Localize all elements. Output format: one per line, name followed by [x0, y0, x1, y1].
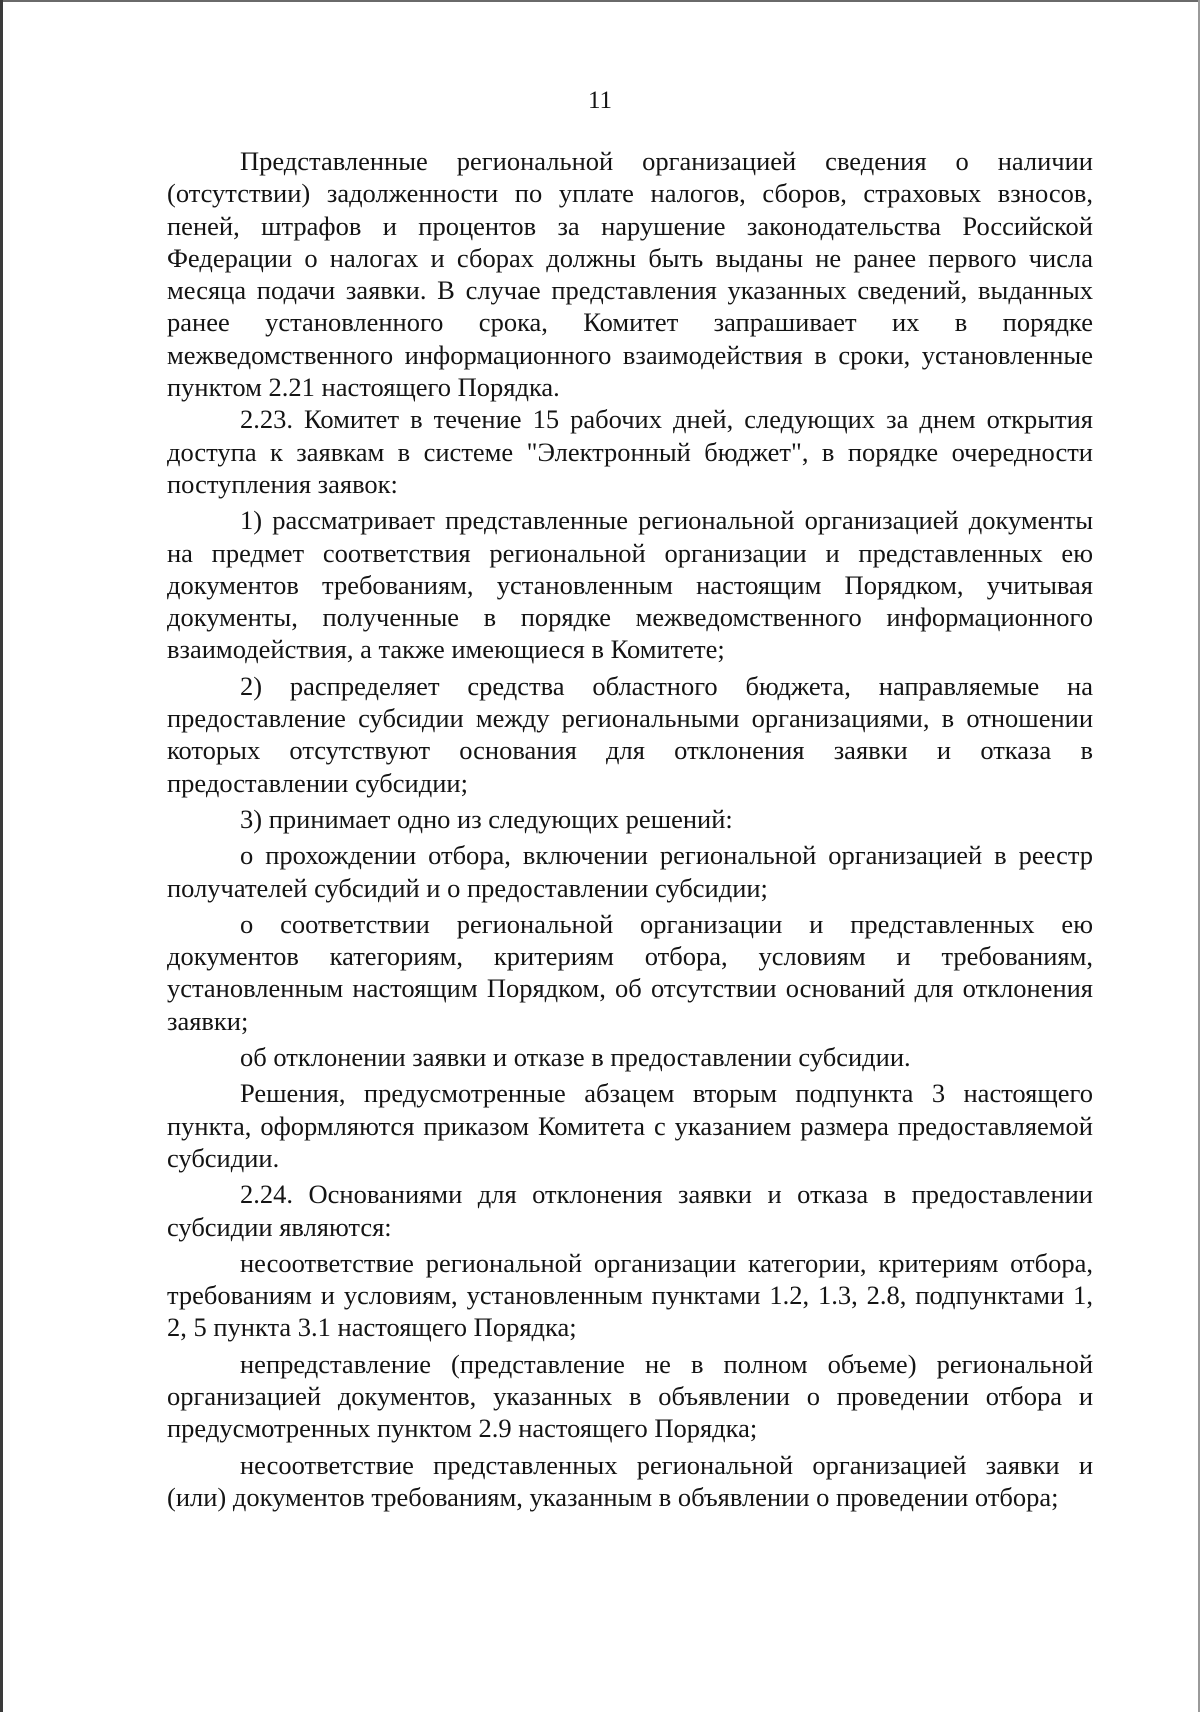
paragraph-decisions-order: Решения, предусмотренные абзацем вторым подпункта 3 настоящего пункта, оформляются приказом Комитета с указанием размера предоставляемой субсидии. — [167, 1078, 1093, 1173]
paragraph-2-23-item-1: 1) рассматривает представленные региональной организацией документы на предмет соответствия региональной организации и представленных ею документов требованиям, установленным настоящим Порядком, учитывая документы, полученные в порядке межведомственного информационного взаимодействия, а также имеющиеся в Комитете; — [167, 505, 1093, 665]
paragraph-2-23-item-3: 3) принимает одно из следующих решений: — [240, 803, 733, 834]
paragraph-decision-reject: об отклонении заявки и отказе в предоставлении субсидии. — [240, 1042, 911, 1073]
paragraph-ground-missing-docs: непредставление (представление не в полном объеме) региональной организацией документов, указанных в объявлении о проведении отбора и предусмотренных пунктом 2.9 настоящего Порядка; — [167, 1348, 1093, 1444]
scan-edge-left — [0, 0, 3, 1712]
paragraph-2-23-item-2: 2) распределяет средства областного бюджета, направляемые на предоставление субсидии между региональными организациями, в отношении которых отсутствуют основания для отклонения заявки и отказа в предоставлении субсидии; — [167, 670, 1093, 798]
page-number: 11 — [587, 87, 613, 114]
paragraph-ground-noncompliance: несоответствие региональной организации категории, критериям отбора, требованиям и условиям, установленным пунктами 1.2, 1.3, 2.8, подпунктами 1, 2, 5 пункта 3.1 настоящего Порядка; — [167, 1247, 1093, 1343]
paragraph-2-24: 2.24. Основаниями для отклонения заявки и отказа в предоставлении субсидии являются: — [167, 1179, 1093, 1242]
document-body — [167, 145, 1093, 1513]
paragraph-2-23: 2.23. Комитет в течение 15 рабочих дней, следующих за днем открытия доступа к заявкам в системе "Электронный бюджет", в порядке очередности поступления заявок: — [167, 404, 1093, 499]
paragraph-tax-debt-info: Представленные региональной организацией сведения о наличии (отсутствии) задолженности по уплате налогов, сборов, страховых взносов, пеней, штрафов и процентов за нарушение законодательства Российской Федерации о налогах и сборах должны быть выданы не ранее первого числа месяца подачи заявки. В случае представления указанных сведений, выданных ранее установленного срока, Комитет запрашивает их в порядке межведомственного информационного взаимодействия в сроки, установленные пунктом 2.21 настоящего Порядка. — [167, 146, 1093, 403]
paragraph-ground-docs-mismatch: несоответствие представленных региональной организацией заявки и (или) документов требованиям, указанным в объявлении о проведении отбора; — [167, 1449, 1093, 1512]
scan-edge-top — [0, 0, 1200, 2]
paragraph-decision-compliance: о соответствии региональной организации и представленных ею документов категориям, критериям отбора, условиям и требованиям, установленным настоящим Порядком, об отсутствии оснований для отклонения заявки; — [167, 908, 1093, 1036]
paragraph-decision-pass: о прохождении отбора, включении региональной организацией в реестр получателей субсидий и о предоставлении субсидии; — [167, 840, 1093, 903]
